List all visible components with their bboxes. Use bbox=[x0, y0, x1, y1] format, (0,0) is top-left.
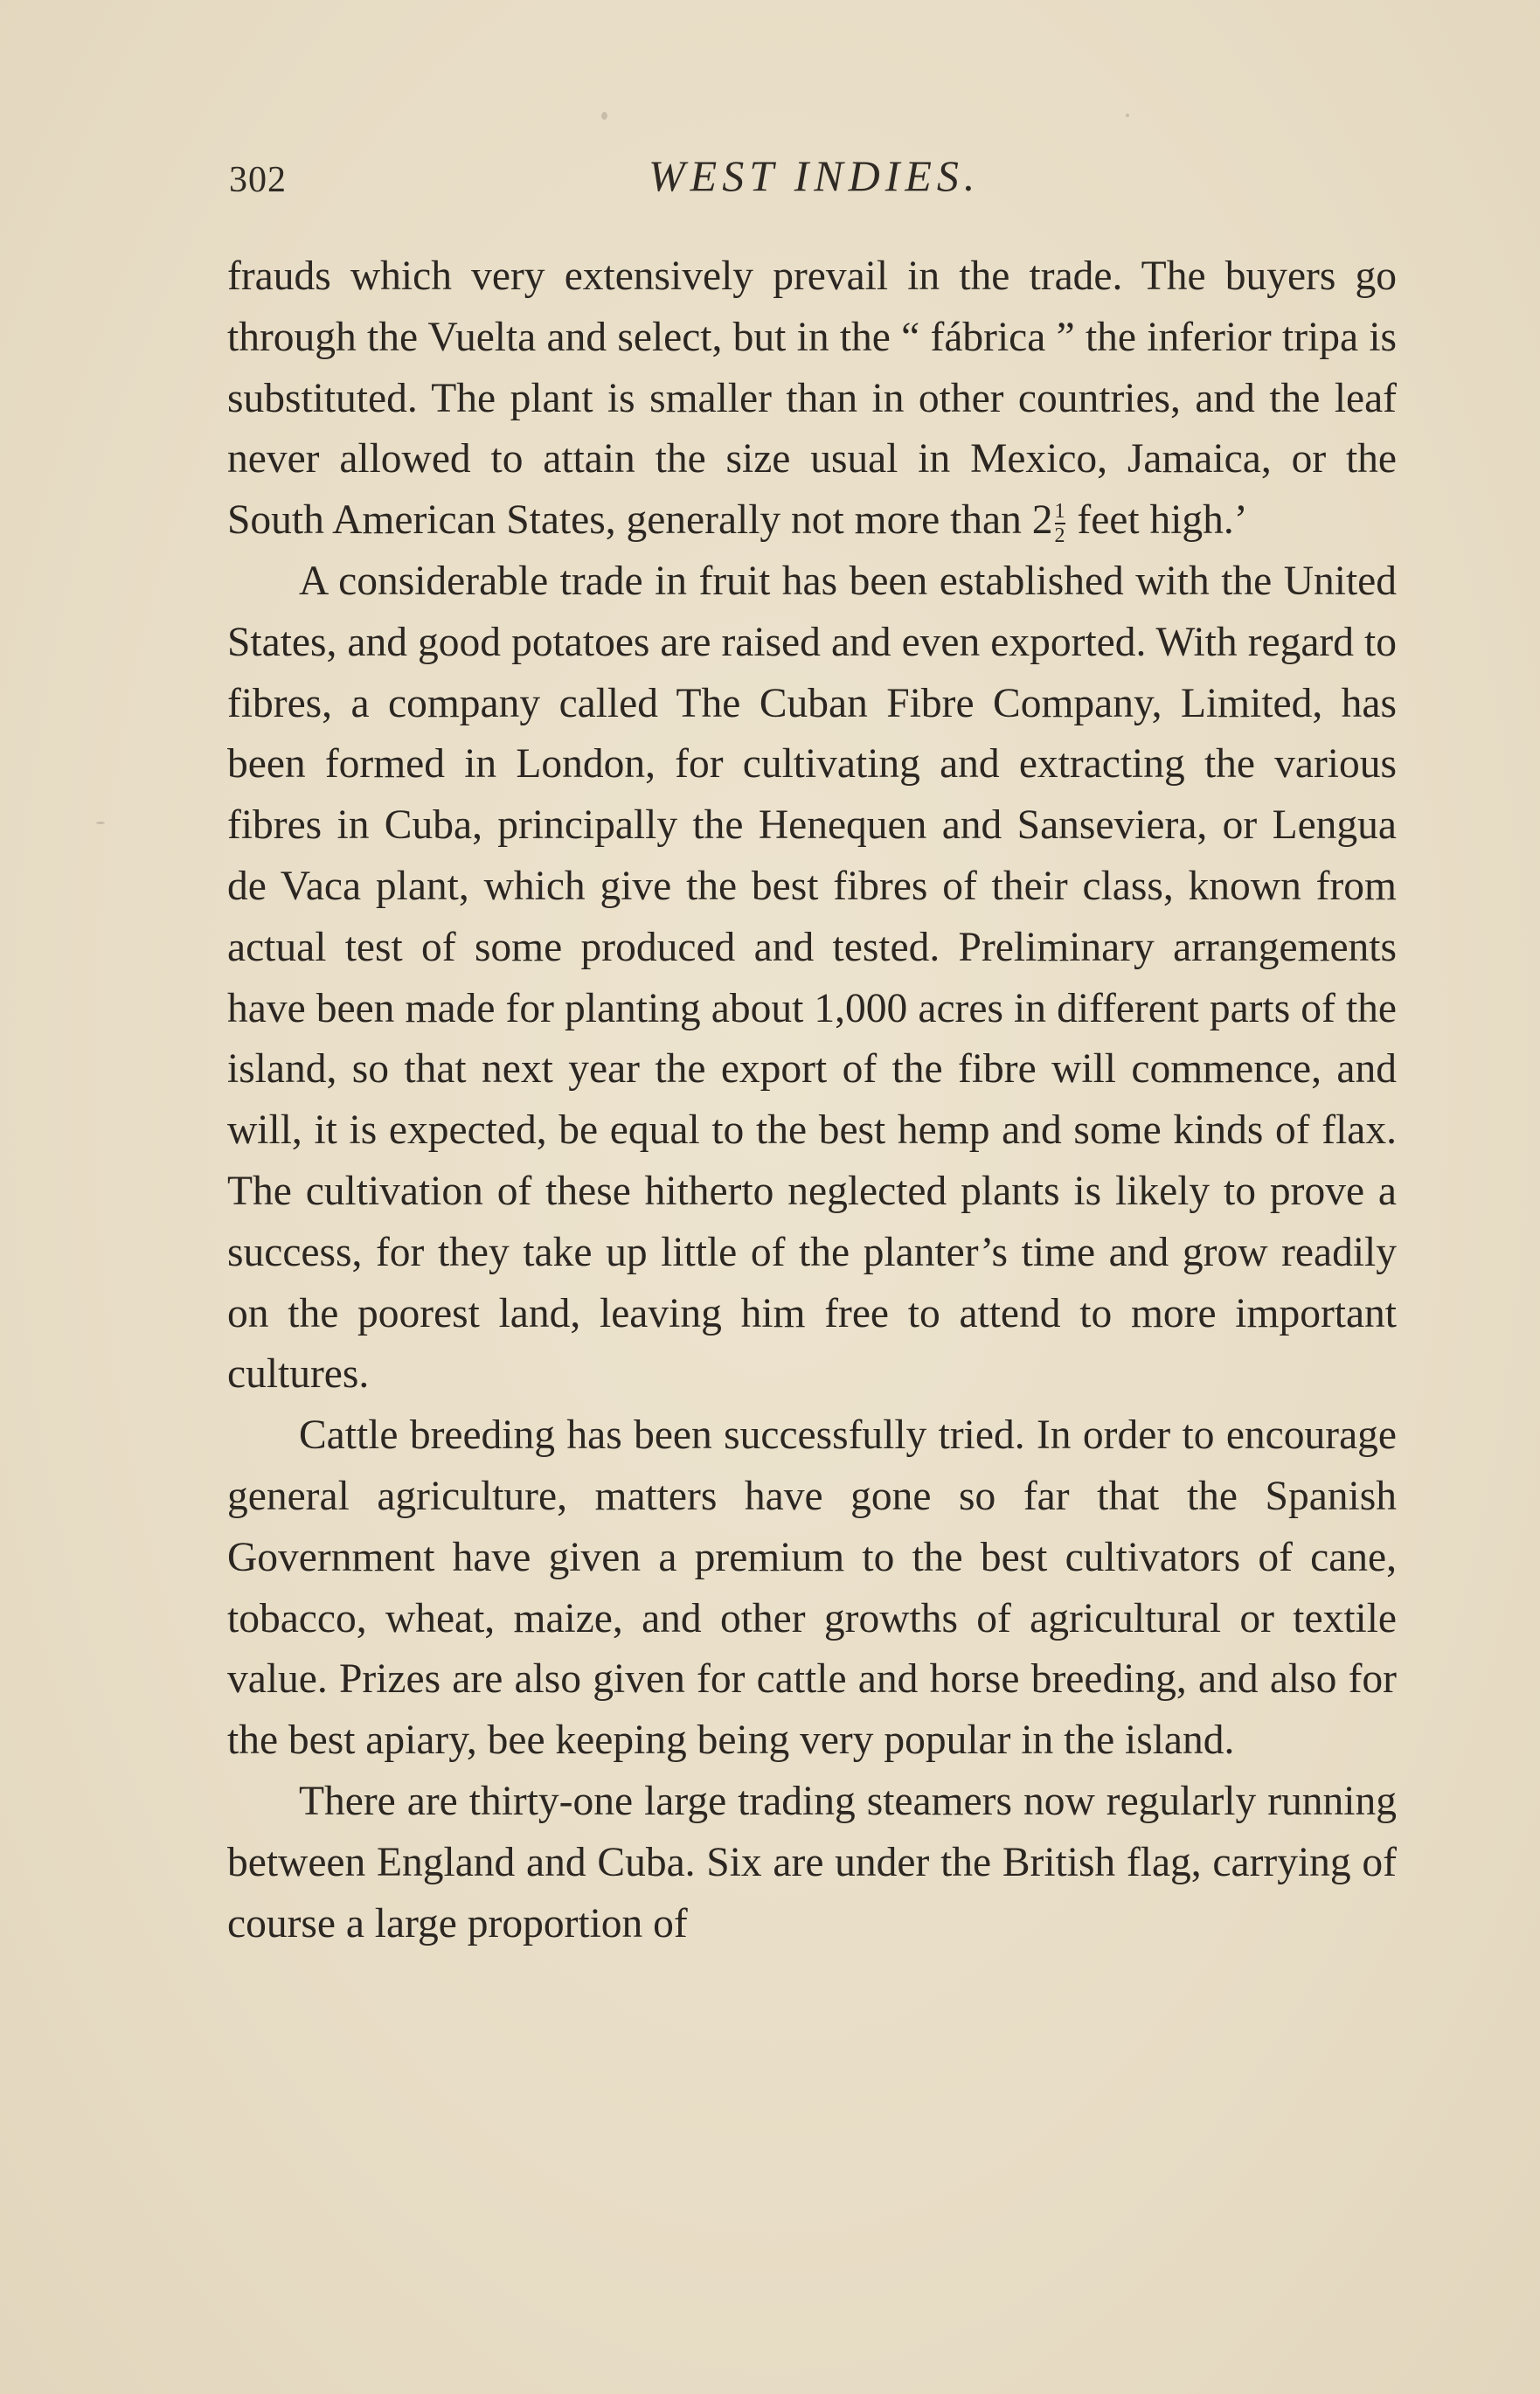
paper-speck bbox=[96, 822, 105, 824]
fraction bbox=[1055, 501, 1065, 546]
page-header bbox=[229, 150, 1397, 212]
paragraph-text: feet high.’ bbox=[1066, 497, 1248, 544]
paragraph: Cattle breeding has been successfully tried. In order to encourage general agriculture, matters have gone so far that the Spanish Government have given a premium to the best cultivators of cane, tobacco, wheat, maize, and other growths of agricultural or textile value. Prizes are also given for cattle and horse breeding, and also for the best apiary, bee keeping being very popular in the island. bbox=[227, 1412, 1397, 1764]
body-text bbox=[227, 246, 1397, 1954]
paragraph: There are thirty-one large trading steamers now regularly running between England and Cuba. Six are under the British flag, carrying of course a large proportion of bbox=[227, 1778, 1397, 1946]
paragraph-text: frauds which very extensively prevail in the trade. The buyers go through the Vuelta and select, but in the “ fábrica ” the inferior tripa is substituted. The plant is smaller than in other countries, and the leaf never allowed to attain the size usual in Mexico, Jamaica, or the South American States, generally not more than 2 bbox=[227, 253, 1397, 544]
paragraph: A considerable trade in fruit has been established with the United States, and good potatoes are raised and even exported. With regard to fibres, a company called The Cuban Fibre Company, Limited, has been formed in London, for cultivating and extracting the various fibres in Cuba, principally the Henequen and Sanseviera, or Lengua de Vaca plant, which give the best fibres of their class, known from actual test of some produced and tested. Preliminary arrangements have been made for planting about 1,000 acres in different parts of the island, so that next year the export of the fibre will commence, and will, it is expected, be equal to the best hemp and some kinds of flax. The cultivation of these hitherto neglected plants is likely to prove a success, for they take up little of the planter’s time and grow readily on the poorest land, leaving him free to attend to more important cultures. bbox=[227, 558, 1397, 1398]
fraction-denominator: 2 bbox=[1054, 524, 1065, 548]
paper-speck bbox=[601, 112, 607, 120]
running-head: WEST INDIES. bbox=[649, 151, 981, 200]
page-number: 302 bbox=[229, 160, 287, 200]
paper-speck bbox=[1126, 114, 1129, 117]
fraction-numerator: 1 bbox=[1054, 500, 1065, 524]
paragraph bbox=[227, 246, 1397, 552]
